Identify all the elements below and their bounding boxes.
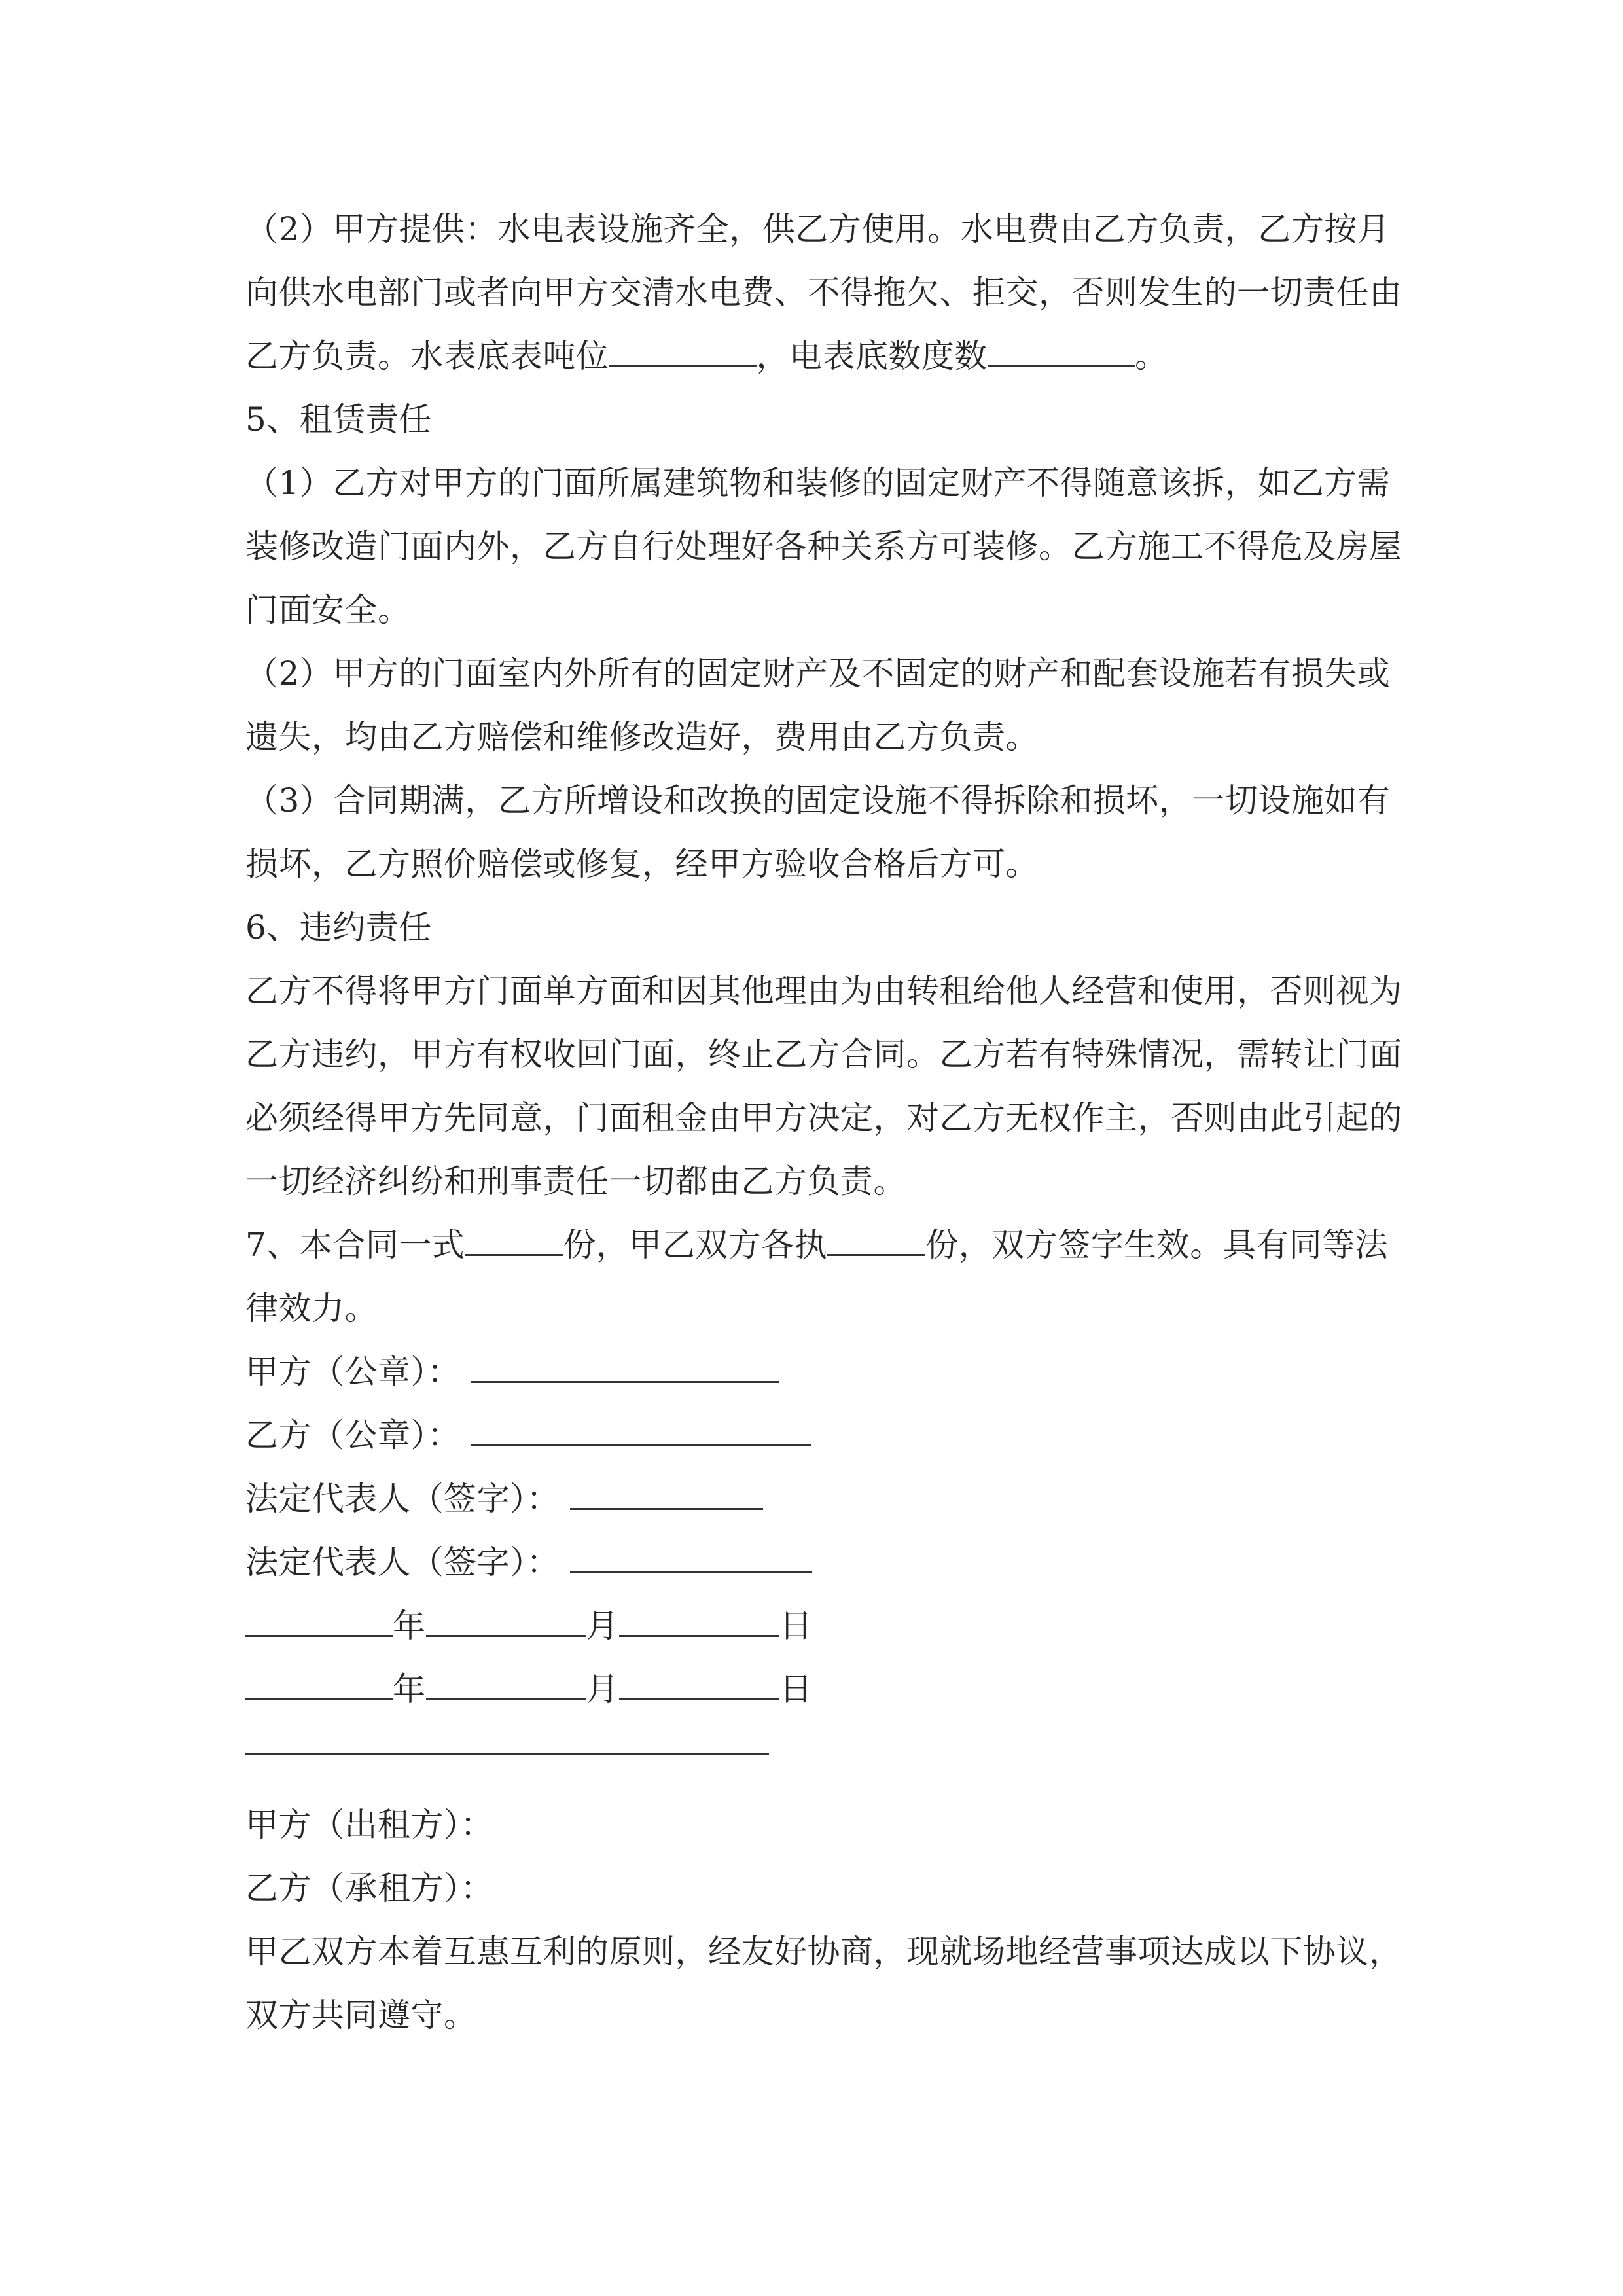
clause-5-1-line-2: 装修改造门面内外，乙方自行处理好各种关系方可装修。乙方施工不得危及房屋	[245, 528, 1402, 565]
section-6-line-2: 乙方违约，甲方有权收回门面，终止乙方合同。乙方若有特殊情况，需转让门面	[245, 1035, 1402, 1073]
month-blank	[426, 1670, 586, 1700]
intro-line-1: 甲乙双方本着互惠互利的原则，经友好协商，现就场地经营事项达成以下协议，	[245, 1933, 1402, 1971]
section-6-heading: 6、违约责任	[245, 908, 432, 946]
clause-5-3-line-2: 损坏，乙方照价赔偿或修复，经甲方验收合格后方可。	[245, 845, 1039, 883]
section-divider	[245, 1753, 769, 1755]
clause-5-1-line-1: （1）乙方对甲方的门面所属建筑物和装修的固定财产不得随意该拆，如乙方需	[245, 464, 1391, 502]
line-end-period: 。	[1135, 337, 1168, 375]
legal-rep-2-row	[245, 1531, 1384, 1594]
intro-line-2: 双方共同遵守。	[245, 1996, 477, 2034]
party-a-seal-label: 甲方（公章）：	[245, 1353, 461, 1391]
party-a-seal-row	[245, 1340, 1384, 1403]
copies-label: 7、本合同一式	[245, 1226, 465, 1264]
clause-5-2-line-2: 遗失，均由乙方赔偿和维修改造好，费用由乙方负责。	[245, 718, 1039, 756]
day-label: 日	[779, 1670, 813, 1708]
party-b-seal-blank	[471, 1416, 812, 1446]
party-b-seal-label: 乙方（公章）：	[245, 1416, 461, 1454]
clause-5-3-line-1: （3）合同期满，乙方所增设和改换的固定设施不得拆除和损坏，一切设施如有	[245, 781, 1391, 819]
clause-4-2-line-3	[245, 325, 1384, 387]
month-label: 月	[586, 1607, 619, 1645]
date-row-1	[245, 1594, 1384, 1657]
year-blank	[245, 1670, 393, 1700]
lessee-row: 乙方（承租方）：	[245, 1869, 493, 1907]
water-meter-label: 乙方负责。水表底表吨位	[245, 337, 609, 375]
year-blank	[245, 1606, 393, 1637]
water-meter-blank	[609, 336, 757, 367]
clause-4-2-line-2: 向供水电部门或者向甲方交清水电费、不得拖欠、拒交，否则发生的一切责任由	[245, 274, 1402, 312]
legal-rep-1-row	[245, 1467, 1384, 1530]
legal-rep-1-label: 法定代表人（签字）：	[245, 1480, 560, 1518]
legal-rep-2-label: 法定代表人（签字）：	[245, 1543, 560, 1581]
section-6-line-4: 一切经济纠纷和刑事责任一切都由乙方负责。	[245, 1162, 906, 1200]
copies-total-blank	[465, 1225, 563, 1256]
clause-4-2-line-1: （2）甲方提供：水电表设施齐全，供乙方使用。水电费由乙方负责，乙方按月	[245, 210, 1391, 248]
section-7-line-2: 律效力。	[245, 1289, 378, 1327]
day-label: 日	[779, 1607, 813, 1645]
party-a-seal-blank	[471, 1352, 779, 1383]
lessor-row: 甲方（出租方）：	[245, 1806, 493, 1844]
year-label: 年	[393, 1607, 426, 1645]
section-5-heading: 5、租赁责任	[245, 401, 432, 439]
day-blank	[619, 1670, 779, 1700]
legal-rep-2-blank	[570, 1543, 812, 1573]
each-party-label: 份，甲乙双方各执	[563, 1226, 828, 1264]
electric-meter-blank	[988, 336, 1135, 367]
clause-5-1-line-3: 门面安全。	[245, 591, 411, 629]
section-6-line-3: 必须经得甲方先同意，门面租金由甲方决定，对乙方无权作主，否则由此引起的	[245, 1099, 1402, 1137]
section-6-line-1: 乙方不得将甲方门面单方面和因其他理由为由转租给他人经营和使用，否则视为	[245, 972, 1402, 1010]
party-b-seal-row	[245, 1404, 1384, 1467]
section-7-line-1	[245, 1213, 1389, 1276]
month-label: 月	[586, 1670, 619, 1708]
month-blank	[426, 1606, 586, 1637]
legal-rep-1-blank	[570, 1479, 763, 1510]
copies-each-blank	[827, 1225, 925, 1256]
year-label: 年	[393, 1670, 426, 1708]
clause-5-2-line-1: （2）甲方的门面室内外所有的固定财产及不固定的财产和配套设施若有损失或	[245, 655, 1391, 692]
electric-meter-label: ，电表底数度数	[756, 337, 988, 375]
day-blank	[619, 1606, 779, 1637]
date-row-2	[245, 1658, 1384, 1721]
effect-label: 份，双方签字生效。具有同等法	[925, 1226, 1389, 1264]
